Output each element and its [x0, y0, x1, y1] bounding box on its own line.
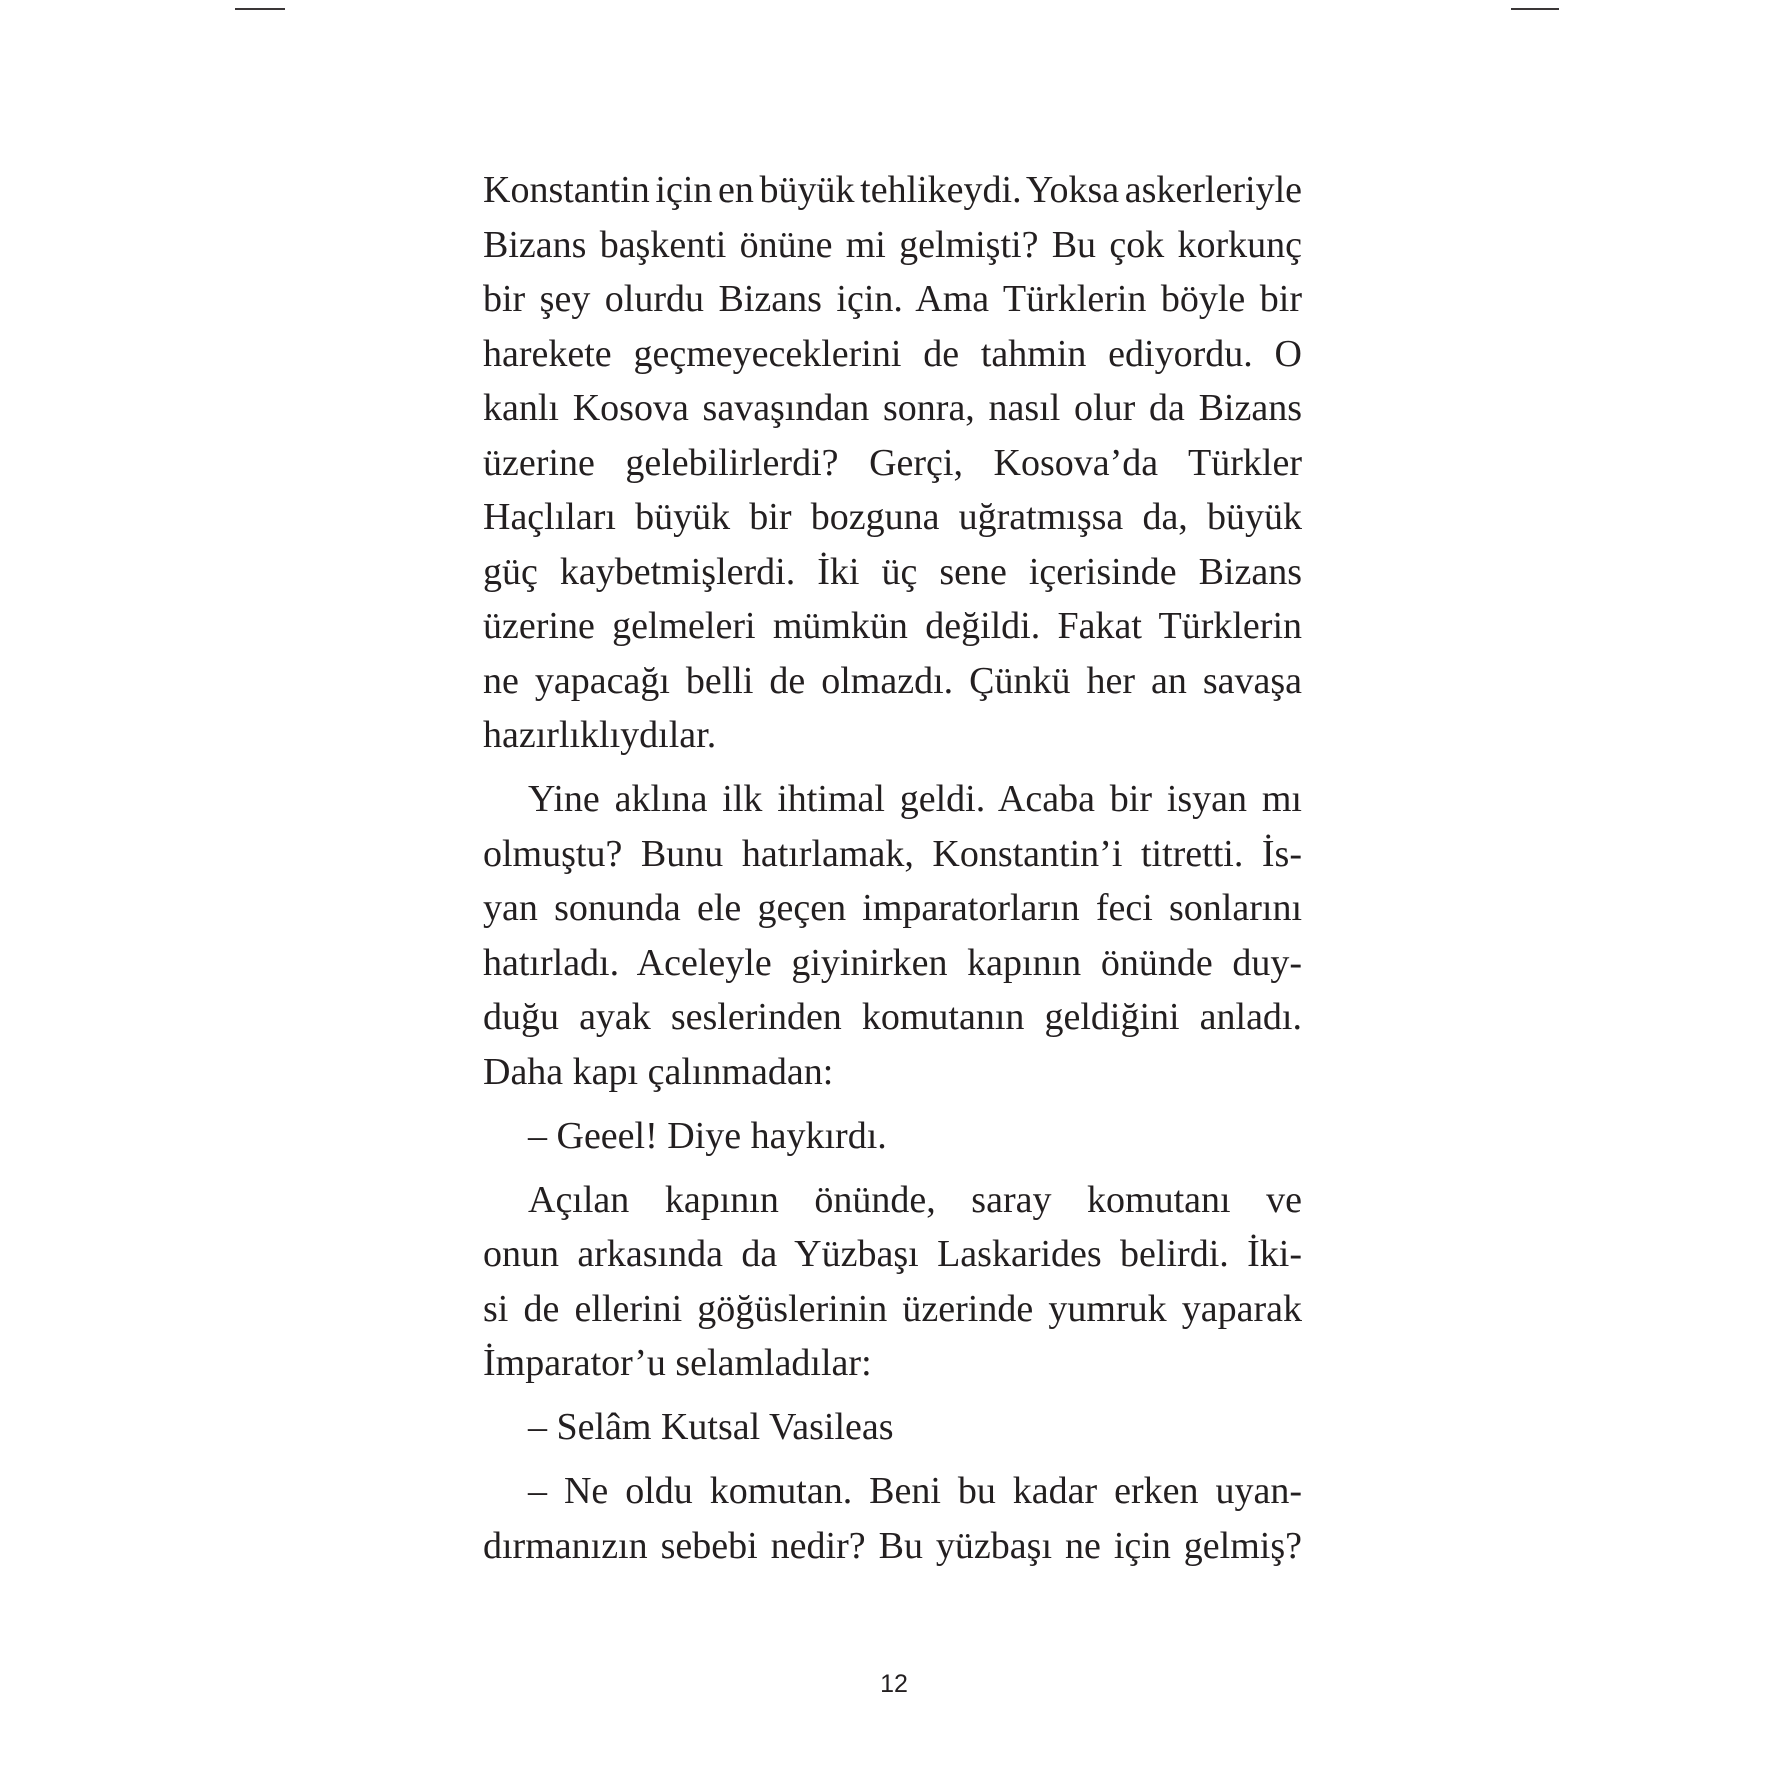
- text-line: üzerine gelebilirlerdi? Gerçi, Kosova’da Türkler: [483, 441, 1302, 484]
- paragraph: [483, 1173, 1302, 1391]
- text-line: Bizans başkenti önüne mi gelmişti? Bu çok korkunç: [483, 223, 1302, 266]
- text-line: kanlı Kosova savaşından sonra, nasıl olur da Bizans: [483, 387, 1302, 429]
- crop-mark-right: [1511, 8, 1559, 10]
- paragraph: [483, 1109, 1302, 1164]
- text-line: Konstantin için en büyük tehlikeydi. Yoksa askerleriyle: [483, 169, 1302, 211]
- text-line: hazırlıklıydılar.: [483, 714, 717, 756]
- text-line: dırmanızın sebebi nedir? Bu yüzbaşı ne için gelmiş?: [483, 1524, 1302, 1567]
- dialogue-line: – Ne oldu komutan. Beni bu kadar erken uyan-: [528, 1470, 1302, 1513]
- text-line: hatırladı. Aceleyle giyinirken kapının önünde duy-: [483, 941, 1302, 984]
- text-line: Açılan kapının önünde, saray komutanı ve: [528, 1178, 1302, 1221]
- crop-mark-left: [235, 8, 285, 10]
- paragraph: [483, 1464, 1302, 1573]
- text-line: harekete geçmeyeceklerini de tahmin ediyordu. O: [483, 332, 1302, 375]
- text-line: Haçlıları büyük bir bozguna uğratmışsa da, büyük: [483, 496, 1302, 538]
- paragraph: [483, 772, 1302, 1099]
- dialogue-line: – Selâm Kutsal Vasileas: [528, 1406, 894, 1449]
- text-line: güç kaybetmişlerdi. İki üç sene içerisinde Bizans: [483, 550, 1302, 593]
- text-line: Yine aklına ilk ihtimal geldi. Acaba bir isyan mı: [528, 778, 1302, 821]
- page-number: 12: [880, 1670, 908, 1698]
- text-line: olmuştu? Bunu hatırlamak, Konstantin’i titretti. İs-: [483, 832, 1302, 875]
- body-text: [483, 163, 1302, 1583]
- text-line: onun arkasında da Yüzbaşı Laskarides belirdi. İki-: [483, 1233, 1302, 1276]
- text-line: İmparator’u selamladılar:: [483, 1342, 872, 1385]
- text-line: Daha kapı çalınmadan:: [483, 1050, 834, 1093]
- dialogue-line: – Geeel! Diye haykırdı.: [528, 1114, 887, 1157]
- text-line: yan sonunda ele geçen imparatorların feci sonlarını: [483, 887, 1302, 930]
- text-line: ne yapacağı belli de olmazdı. Çünkü her an savaşa: [483, 659, 1302, 702]
- text-line: si de ellerini göğüslerinin üzerinde yumruk yaparak: [483, 1287, 1302, 1330]
- paragraph: [483, 1400, 1302, 1455]
- text-line: üzerine gelmeleri mümkün değildi. Fakat Türklerin: [483, 605, 1302, 647]
- text-line: duğu ayak seslerinden komutanın geldiğini anladı.: [483, 996, 1302, 1039]
- paragraph: [483, 163, 1302, 763]
- text-line: bir şey olurdu Bizans için. Ama Türklerin böyle bir: [483, 278, 1302, 320]
